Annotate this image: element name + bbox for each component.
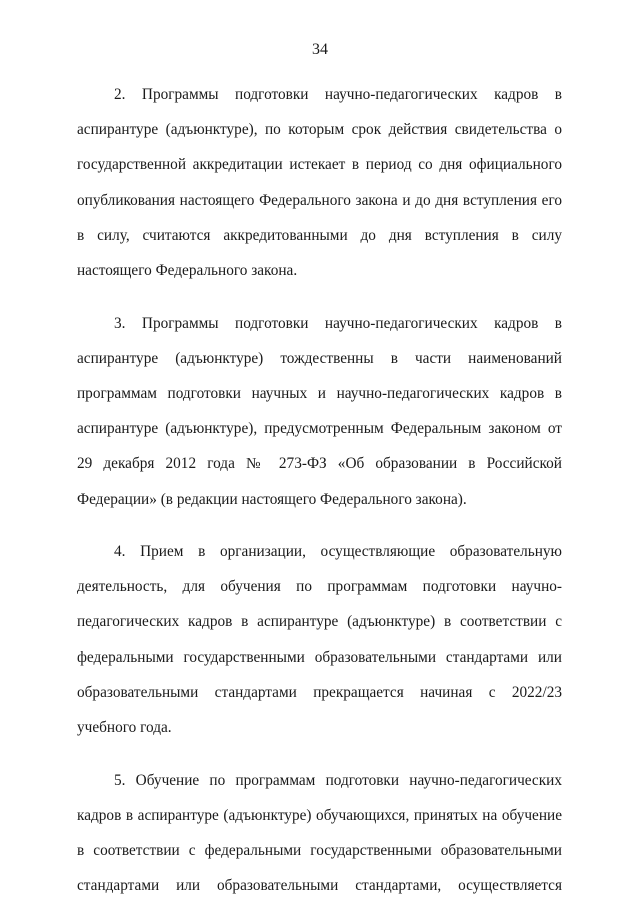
document-body <box>77 77 562 903</box>
page-number: 34 <box>312 41 328 58</box>
paragraph-3: 3. Программы подготовки научно-педагогических кадров в аспирантуре (адъюнктуре) тождественны в части наименований программам подготовки научных и научно-педагогических кадров в аспирантуре (адъюнктуре), предусмотренным Федеральным законом от 29 декабря 2012 года № 273-ФЗ «Об образовании в Российской Федерации» (в редакции настоящего Федерального закона). <box>77 314 562 508</box>
paragraph-2: 2. Программы подготовки научно-педагогических кадров в аспирантуре (адъюнктуре), по которым срок действия свидетельства о государственной аккредитации истекает в период со дня официального опубликования настоящего Федерального закона и до дня вступления его в силу, считаются аккредитованными до дня вступления в силу настоящего Федерального закона. <box>77 86 562 280</box>
paragraph-5: 5. Обучение по программам подготовки научно-педагогических кадров в аспирантуре (адъюнктуре) обучающихся, принятых на обучение в соответствии с федеральными государственными образовательными стандартами или образовательными стандартами, осуществляется <box>77 771 562 895</box>
paragraph-4: 4. Прием в организации, осуществляющие образовательную деятельность, для обучения по программам подготовки научно-педагогических кадров в аспирантуре (адъюнктуре) в соответствии с федеральными государственными образовательными стандартами или образовательными стандартами прекращается начиная с 2022/23 учебного года. <box>77 543 562 737</box>
